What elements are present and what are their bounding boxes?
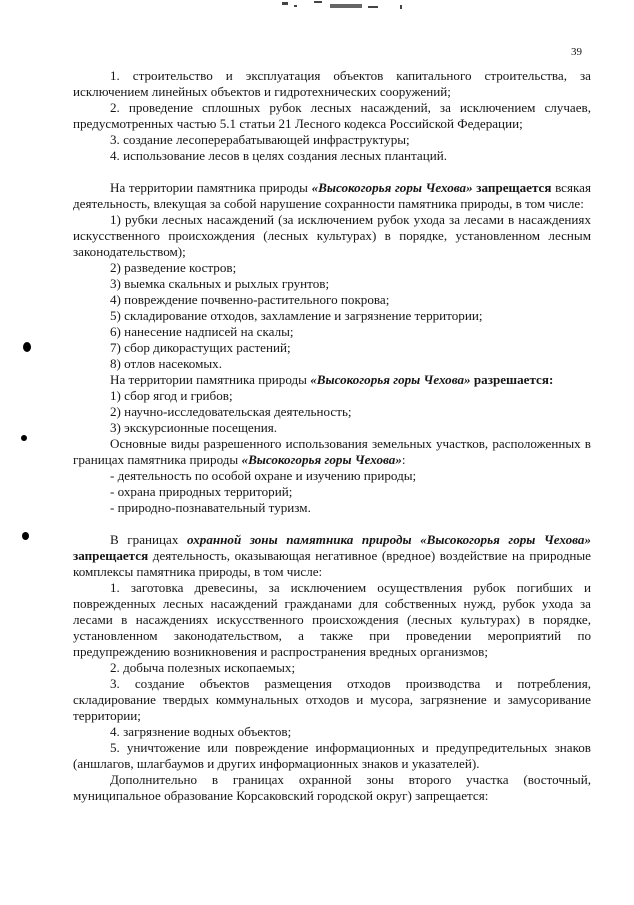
list-item: 1. строительство и эксплуатация объектов капитального строительства, за исключением линейных объектов и гидротехнических сооружений;	[73, 68, 591, 99]
list-item: 3) выемка скальных и рыхлых грунтов;	[110, 276, 330, 291]
zone-name: охранной зоны памятника природы «Высокогорья горы Чехова»	[186, 532, 592, 547]
list-item: 3. создание объектов размещения отходов производства и потребления, складирование твердых коммунальных отходов и мусора, загрязнение и замусоривание территории;	[73, 676, 591, 723]
allowed-paragraph: На территории памятника природы «Высокогорья горы Чехова» разрешается:	[110, 372, 554, 387]
monument-name: «Высокогорья горы Чехова»	[310, 372, 471, 387]
punch-mark	[22, 532, 29, 540]
list-item: - охрана природных территорий;	[110, 484, 293, 499]
list-item: 1) рубки лесных насаждений (за исключением рубок ухода за лесами в насаждениях искусственного происхождения (лесных культурах) в порядке, установленном лесным законодательством);	[73, 212, 591, 259]
punch-mark	[23, 342, 31, 352]
list-item: 5) складирование отходов, захламление и загрязнение территории;	[110, 308, 483, 323]
list-item: 5. уничтожение или повреждение информационных и предупредительных знаков (аншлагов, шлагбаумов и других информационных знаков и указателей).	[73, 740, 591, 771]
list-item: 2) разведение костров;	[110, 260, 237, 275]
zone-paragraph: В границах охранной зоны памятника природы «Высокогорья горы Чехова» запрещается деятельность, оказывающая негативное (вредное) воздействие на природные комплексы памятника природы, в том числе:	[73, 532, 592, 579]
list-item: 2. проведение сплошных рубок лесных насаждений, за исключением случаев, предусмотренных частью 5.1 статьи 21 Лесного кодекса Российской Федерации;	[73, 100, 591, 131]
list-item: 4. загрязнение водных объектов;	[110, 724, 292, 739]
list-item: 6) нанесение надписей на скалы;	[110, 324, 294, 339]
monument-name: «Высокогорья горы Чехова»	[311, 180, 473, 195]
list-item: 2. добыча полезных ископаемых;	[110, 660, 296, 675]
list-item: - деятельность по особой охране и изучению природы;	[110, 468, 417, 483]
document-body	[73, 68, 591, 804]
list-item: 1. заготовка древесины, за исключением осуществления рубок погибших и поврежденных лесных насаждений гражданами для собственных нужд, рубок ухода за лесами в насаждениях искусственного происхождения (лесных культурах) в порядке, установленном законодательством, а также при проведении мероприятий по предупреждению возникновения и распространения вредных организмов;	[73, 580, 591, 659]
list-item: 4. использование лесов в целях создания лесных плантаций.	[110, 148, 448, 163]
punch-mark	[21, 435, 27, 441]
list-item: 7) сбор дикорастущих растений;	[110, 340, 291, 355]
list-item: 8) отлов насекомых.	[110, 356, 222, 371]
list-item: 4) повреждение почвенно-растительного покрова;	[110, 292, 390, 307]
additional-paragraph: Дополнительно в границах охранной зоны второго участка (восточный, муниципальное образование Корсаковский городской округ) запрещается:	[73, 772, 591, 803]
monument-name: «Высокогорья горы Чехова»	[241, 452, 402, 467]
prohibited-paragraph: На территории памятника природы «Высокогорья горы Чехова» запрещается всякая деятельность, влекущая за собой нарушение сохранности памятника природы, в том числе:	[73, 180, 592, 211]
list-item: 2) научно-исследовательская деятельность;	[110, 404, 352, 419]
list-item: - природно-познавательный туризм.	[110, 500, 311, 515]
list-item: 3. создание лесоперерабатывающей инфраструктуры;	[110, 132, 410, 147]
list-item: 1) сбор ягод и грибов;	[110, 388, 233, 403]
scan-artifact	[268, 0, 418, 14]
list-item: 3) экскурсионные посещения.	[110, 420, 278, 435]
usage-paragraph: Основные виды разрешенного использования земельных участков, расположенных в границах памятника природы «Высокогорья горы Чехова»:	[73, 436, 591, 467]
page-number: 39	[571, 46, 582, 58]
